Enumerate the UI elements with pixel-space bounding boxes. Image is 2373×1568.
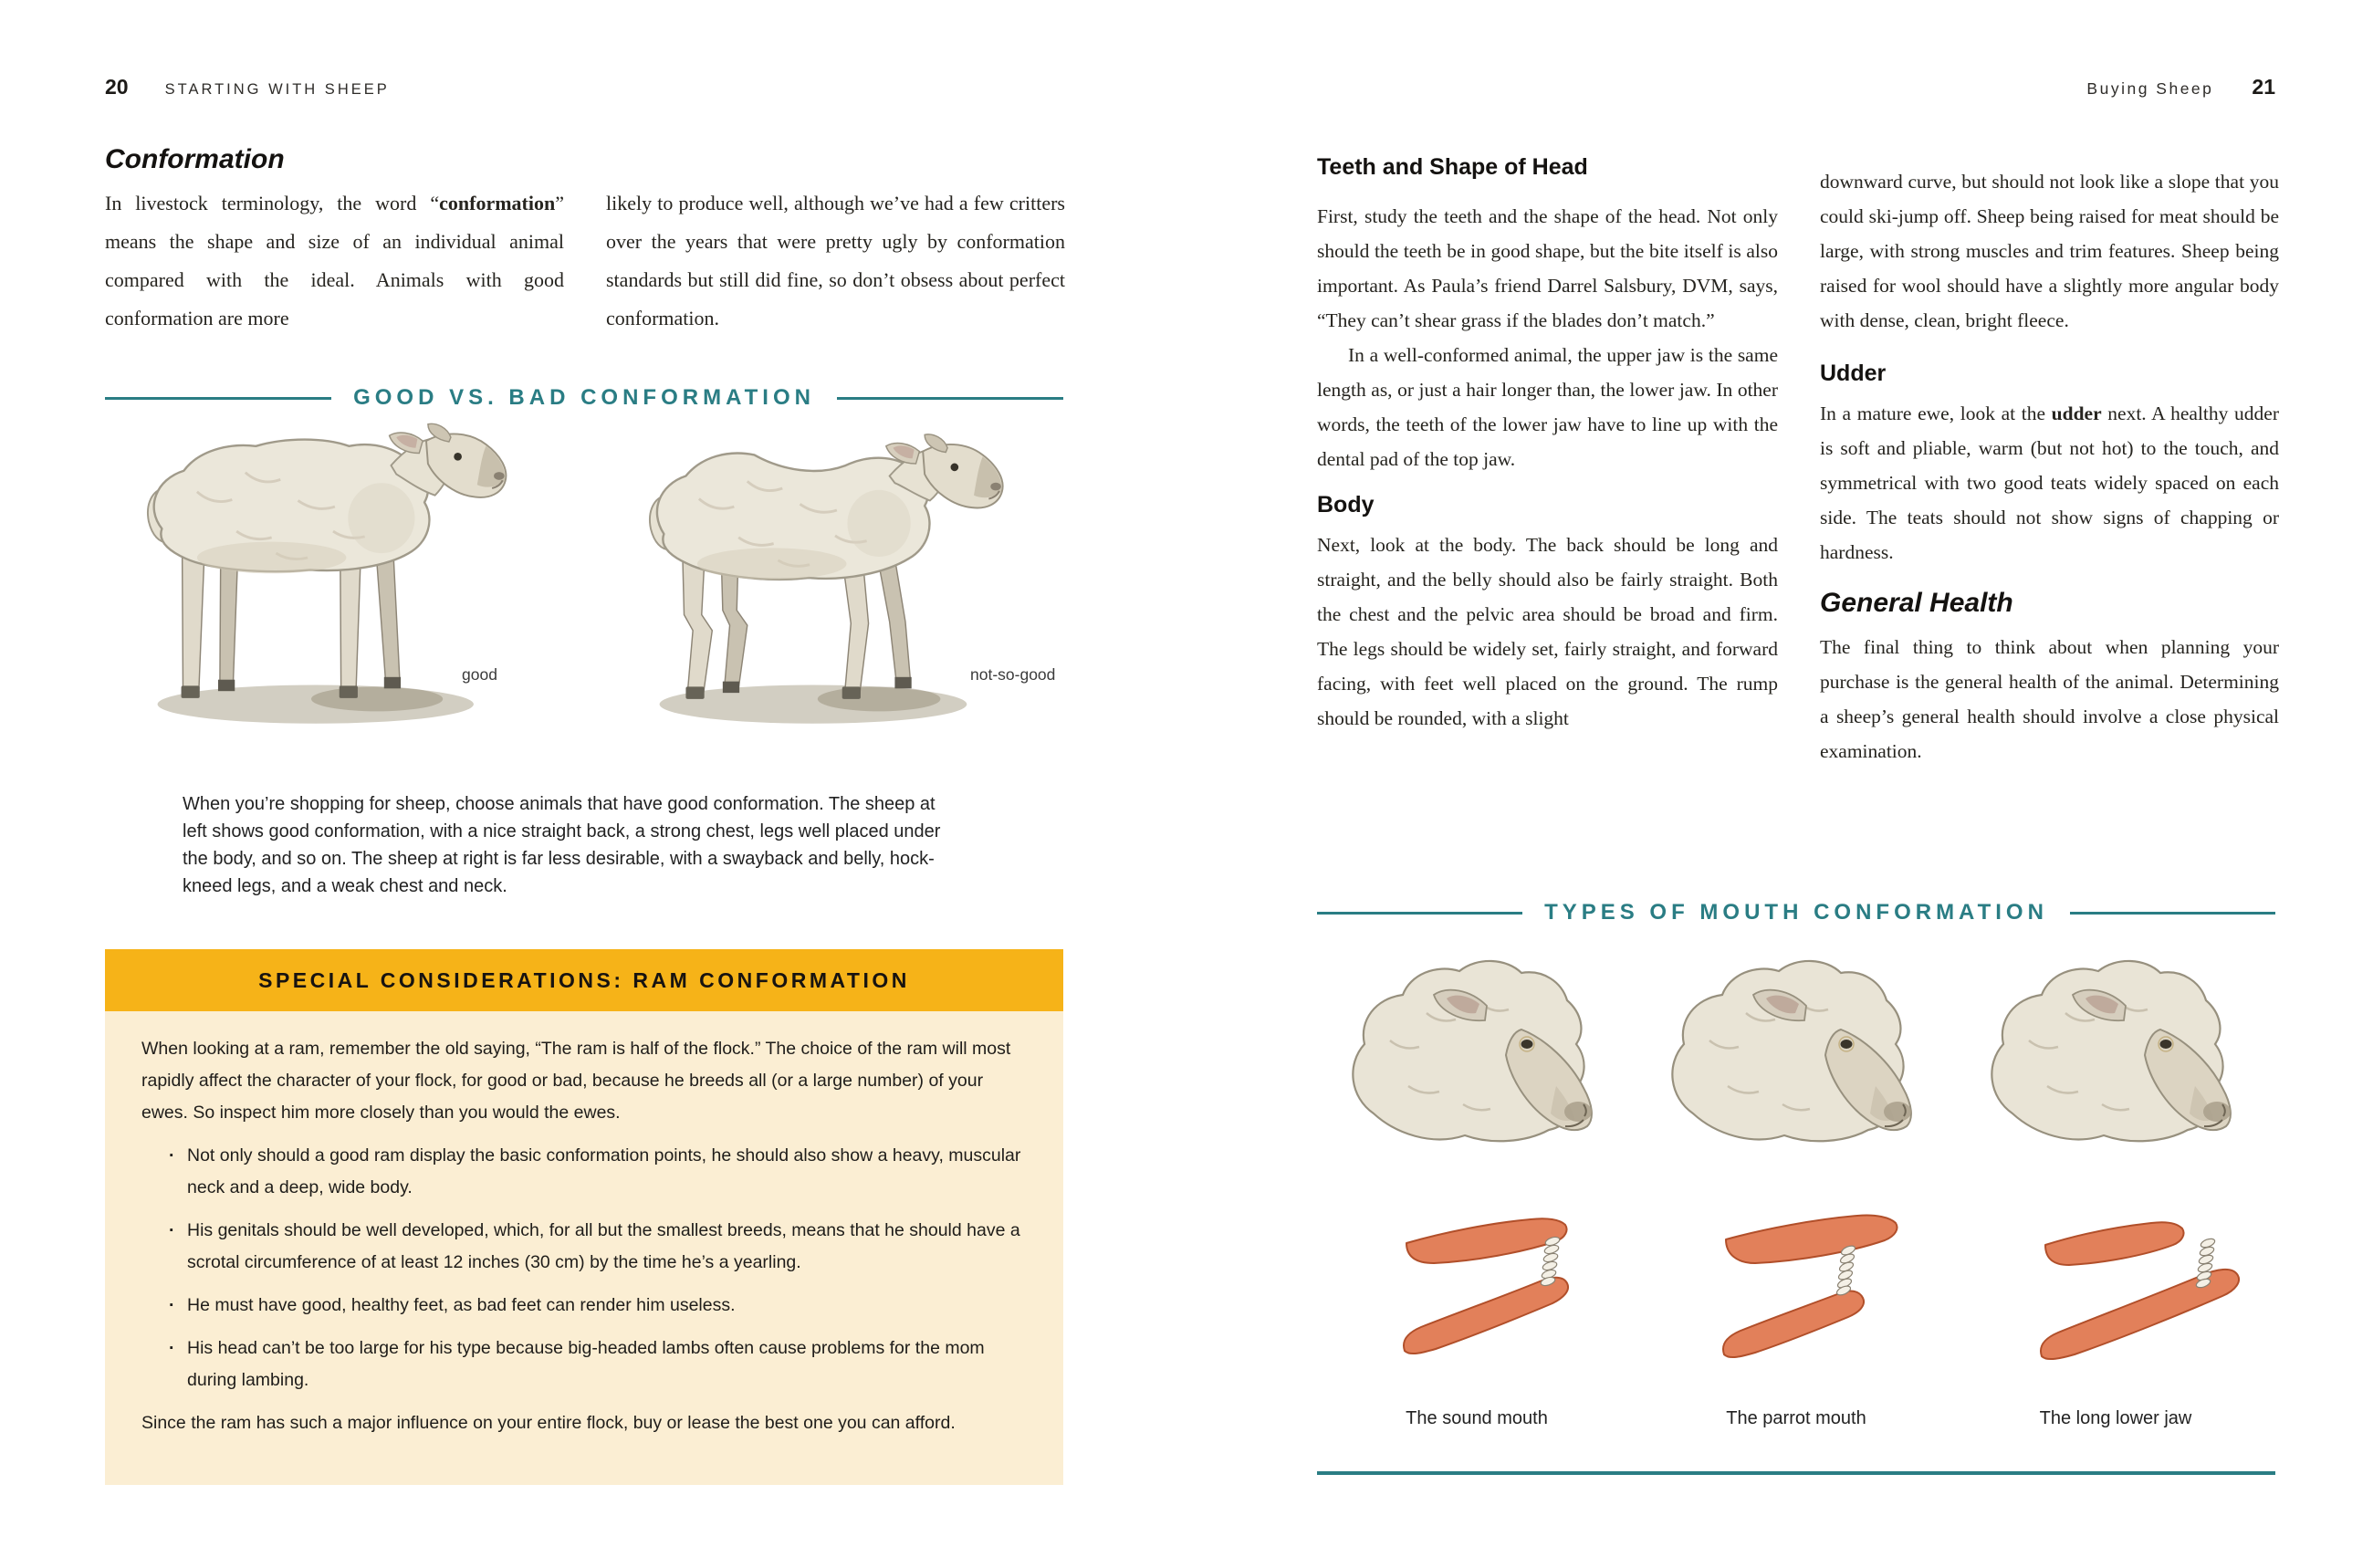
udder-text-1: In a mature ewe, look at the bbox=[1820, 402, 2052, 424]
conformation-intro-col1 bbox=[105, 184, 564, 338]
udder-heading: Udder bbox=[1820, 361, 1887, 386]
mouth-label-row bbox=[1317, 1408, 2275, 1429]
figure-title-text: GOOD VS. BAD CONFORMATION bbox=[353, 385, 815, 410]
right-page-column-1 bbox=[1317, 152, 1778, 736]
parrot-mouth-cell bbox=[1636, 949, 1956, 1387]
figure-title-text: TYPES OF MOUTH CONFORMATION bbox=[1544, 900, 2048, 925]
sound-mouth-illustration bbox=[1326, 949, 1627, 1387]
body-heading: Body bbox=[1317, 492, 1375, 517]
teeth-paragraph-1: First, study the teeth and the shape of the head. Not only should the teeth be in good shape, but the bite itself is also important. As Paula’s friend Darrel Salsbury, DVM, says, “They can’t shear grass if the blades don’t match.” bbox=[1317, 205, 1778, 331]
ram-box-intro: When looking at a ram, remember the old saying, “The ram is half of the flock.” The choice of the ram will most rapidly affect the character of your flock, for good or bad, because he breeds all (or a large number) of your ewes. So inspect him more closely than you would the ewes. bbox=[141, 1039, 1011, 1123]
label-cell bbox=[1317, 1408, 1636, 1429]
udder-bold: udder bbox=[2051, 402, 2102, 424]
teeth-heading: Teeth and Shape of Head bbox=[1317, 154, 1588, 180]
mouth-figure-bottom-rule bbox=[1317, 1471, 2275, 1475]
figure-rule-left bbox=[105, 397, 331, 400]
good-vs-bad-figure-title bbox=[105, 385, 1063, 411]
udder-paragraph bbox=[1820, 396, 2279, 570]
udder-text-2: next. A healthy udder is soft and pliable, warm (but not hot) to the touch, and symmetrical with two good teats widely spaced on each side. The teats should not show signs of chapping or hardness. bbox=[1820, 402, 2280, 563]
left-running-head bbox=[105, 75, 390, 99]
figure-rule-right bbox=[2070, 912, 2275, 915]
conformation-figure-caption: When you’re shopping for sheep, choose animals that have good conformation. The sheep at left shows good conformation, with a nice straight back, a strong chest, legs well placed under the body, and so on. The sheep at right is far less desirable, with a swayback and belly, hock-kneed legs, and a weak chest and neck. bbox=[183, 794, 941, 896]
list-item: · He must have good, healthy feet, as bad feet can render him useless. bbox=[165, 1290, 1023, 1322]
ram-conformation-box bbox=[105, 949, 1063, 1485]
sound-mouth-cell bbox=[1317, 949, 1636, 1387]
long-lower-jaw-cell bbox=[1956, 949, 2275, 1387]
conformation-intro-col2: likely to produce well, although we’ve had a few critters over the years that were pretty ugly by conformation standards but still did fine, so don’t obsess about perfect conformation. bbox=[606, 192, 1065, 329]
list-item: · His genitals should be well developed, which, for all but the smallest breeds, means that he should have a scrotal circumference of at least 12 inches (30 cm) by the time he’s a yearling. bbox=[165, 1215, 1023, 1279]
ram-box-outro: Since the ram has such a major influence on your entire flock, buy or lease the best one you can afford. bbox=[141, 1413, 956, 1433]
sound-mouth-label: The sound mouth bbox=[1406, 1408, 1548, 1428]
good-sheep-label: good bbox=[462, 665, 497, 684]
bad-sheep-illustration bbox=[607, 418, 1063, 742]
ram-box-bullet-list bbox=[165, 1140, 1023, 1396]
label-cell bbox=[1636, 1408, 1956, 1429]
general-health-paragraph: The final thing to think about when planning your purchase is the general health of the animal. Determining a sheep’s general health should involve a close physical examination. bbox=[1820, 636, 2279, 762]
bad-sheep-label: not-so-good bbox=[970, 665, 1056, 684]
label-cell bbox=[1956, 1408, 2275, 1429]
good-sheep-illustration bbox=[105, 418, 561, 742]
figure-rule-right bbox=[837, 397, 1063, 400]
mouth-figure-row bbox=[1317, 949, 2275, 1387]
teeth-paragraph-2: In a well-conformed animal, the upper jaw is the same length as, or just a hair longer than, the lower jaw. In other words, the teeth of the lower jaw have to line up with the dental pad of the top jaw. bbox=[1317, 344, 1778, 470]
intro-col1-bold: conformation bbox=[439, 192, 556, 214]
right-running-title: Buying Sheep bbox=[2086, 79, 2214, 98]
figure-rule-left bbox=[1317, 912, 1522, 915]
long-lower-jaw-illustration bbox=[1965, 949, 2266, 1387]
parrot-mouth-illustration bbox=[1646, 949, 1947, 1387]
conformation-heading: Conformation bbox=[105, 144, 285, 174]
long-lower-jaw-label: The long lower jaw bbox=[2039, 1408, 2192, 1428]
ram-box-header bbox=[105, 949, 1063, 1011]
intro-col1-text-2: ” means the shape and size of an individual animal compared with the ideal. Animals with good conformation are more bbox=[105, 192, 564, 329]
general-health-heading: General Health bbox=[1820, 588, 2013, 618]
left-running-title: STARTING WITH SHEEP bbox=[164, 81, 390, 98]
left-page-number: 20 bbox=[105, 75, 129, 99]
list-item: · His head can’t be too large for his type because big-headed lambs often cause problems for the mom during lambing. bbox=[165, 1333, 1023, 1396]
body-paragraph: Next, look at the body. The back should be long and straight, and the belly should also be fairly straight. Both the chest and the pelvic area should be broad and firm. The legs should be widely set, fairly straight, and forward facing, with feet well placed on the ground. The rump should be rounded, with a slight bbox=[1317, 534, 1778, 729]
right-running-head bbox=[2086, 75, 2275, 99]
mouth-figure-title bbox=[1317, 900, 2275, 925]
intro-col1-text-1: In livestock terminology, the word “ bbox=[105, 192, 440, 214]
body-continued-paragraph: downward curve, but should not look like a slope that you could ski-jump off. Sheep being raised for meat should be large, with strong muscles and trim features. Sheep being raised for wool should have a slightly more angular body with dense, clean, bright fleece. bbox=[1820, 171, 2279, 331]
ram-box-body bbox=[105, 1011, 1063, 1439]
parrot-mouth-label: The parrot mouth bbox=[1726, 1408, 1866, 1428]
right-page-number: 21 bbox=[2252, 75, 2275, 99]
right-page-column-2 bbox=[1820, 153, 2279, 768]
ram-box-title: SPECIAL CONSIDERATIONS: RAM CONFORMATION bbox=[258, 967, 910, 992]
list-item: · Not only should a good ram display the basic conformation points, he should also show a heavy, muscular neck and a deep, wide body. bbox=[165, 1140, 1023, 1204]
